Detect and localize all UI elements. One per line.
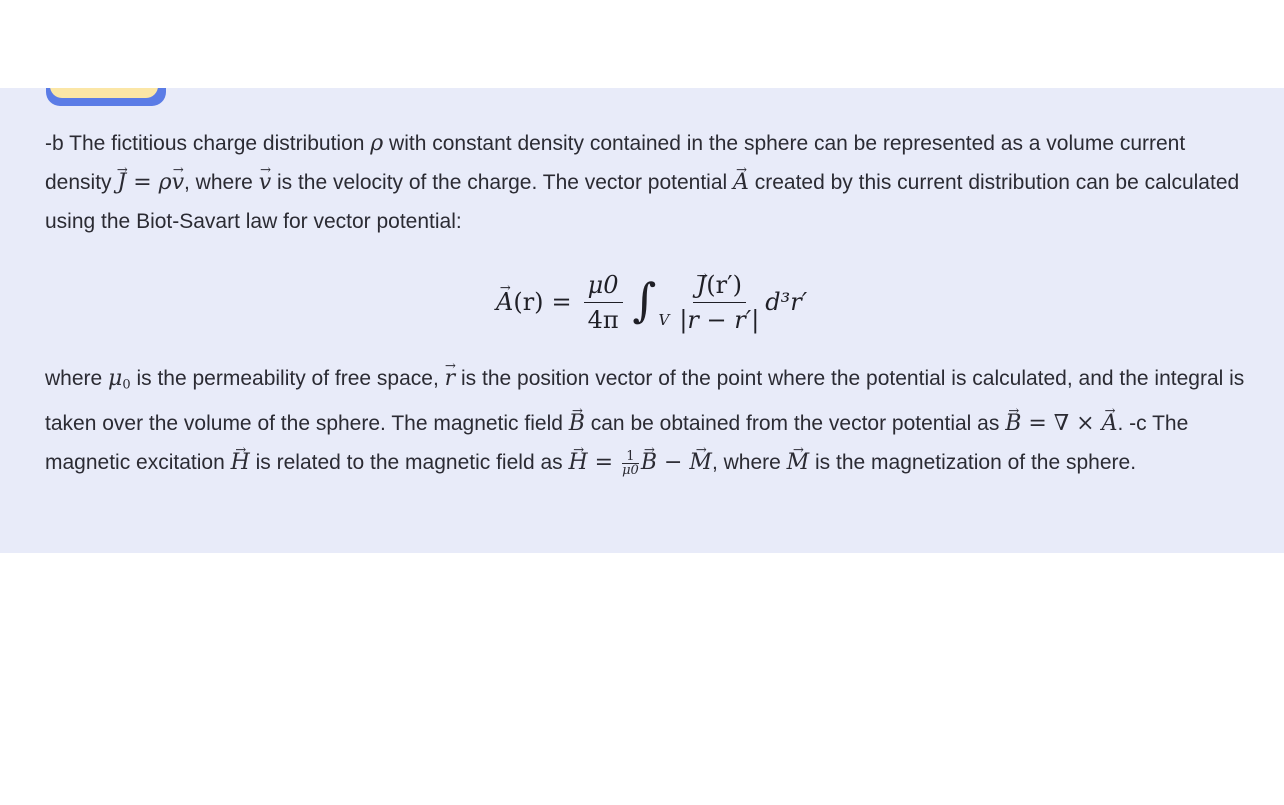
text-span: can be obtained from the vector potential as (584, 412, 1006, 436)
vector-A: → A (1102, 413, 1118, 435)
vector-M: → M (787, 452, 810, 474)
text-span: is the permeability of free space, (130, 367, 445, 390)
eq-differential: d³r′ (765, 288, 808, 316)
paragraph-intro (45, 124, 1250, 241)
text-lead: where (45, 367, 109, 390)
eq-vector-J: → J (697, 270, 707, 300)
vector-H: → H (231, 452, 250, 474)
paragraph-explanation (45, 359, 1250, 482)
text-span: , where (711, 451, 787, 475)
integral-domain: V (658, 311, 670, 329)
vector-B: → B (641, 452, 657, 474)
vector-B: → B (1005, 413, 1021, 435)
text-span: is the magnetization of the sphere. (809, 451, 1137, 475)
mu-symbol: μ (108, 366, 123, 391)
eq-4pi: 4π (587, 305, 619, 334)
text-span: with constant density contained in the sphere can be represented as a volume current density (45, 132, 1186, 194)
vector-B: → B (569, 413, 585, 435)
vector-H: → H (568, 452, 587, 474)
equals-sign: = (587, 450, 621, 476)
eq-constant-fraction (584, 270, 623, 335)
eq-argument-r: (r) (513, 288, 544, 316)
eq-equals: = (551, 288, 572, 316)
eq-mu0: μ0 (584, 270, 623, 303)
curl-operator: = ∇ × (1021, 411, 1102, 437)
eq-integrand-denominator: |r − r′| (679, 305, 760, 334)
rho-symbol: ρ (370, 131, 384, 156)
text-span: is related to the magnetic field as (249, 451, 569, 475)
vector-v: → v (259, 172, 271, 194)
fraction-denominator: μ0 (622, 463, 639, 479)
eq-integrand-numerator (693, 270, 746, 303)
vector-J: → J (117, 172, 126, 194)
vector-v: → v (172, 172, 184, 194)
text-span: , where (184, 171, 259, 194)
mu-subscript: 0 (122, 377, 131, 393)
top-area (0, 0, 1284, 88)
equals-sign: = (126, 170, 159, 195)
text-span: . -c The magnetic excitation (45, 412, 1189, 475)
text-span: is the position vector of the point where the potential is calculated, and the integral is taken over the volume of the sphere. The magnetic field (45, 367, 1245, 436)
eq-vector-A: → A (496, 288, 513, 316)
biot-savart-equation (496, 262, 807, 342)
minus-sign: − (656, 450, 690, 476)
fraction-numerator: 1 (622, 450, 639, 465)
text-span: created by this current distribution can be calculated using the Biot-Savart law for vector potential: (45, 171, 1240, 233)
integral-sign: ∫ (632, 273, 657, 327)
rho-symbol: ρ (158, 170, 172, 195)
text-span: is the velocity of the charge. The vector potential (271, 171, 734, 194)
text-lead: -b The fictitious charge distribution (45, 132, 371, 155)
vector-M: → M (689, 452, 712, 474)
vector-A: → A (733, 172, 749, 194)
eq-J-argument: (r′) (706, 270, 742, 299)
inline-fraction (622, 450, 639, 478)
eq-integrand-fraction (679, 270, 759, 335)
vector-r: → r (445, 368, 456, 390)
